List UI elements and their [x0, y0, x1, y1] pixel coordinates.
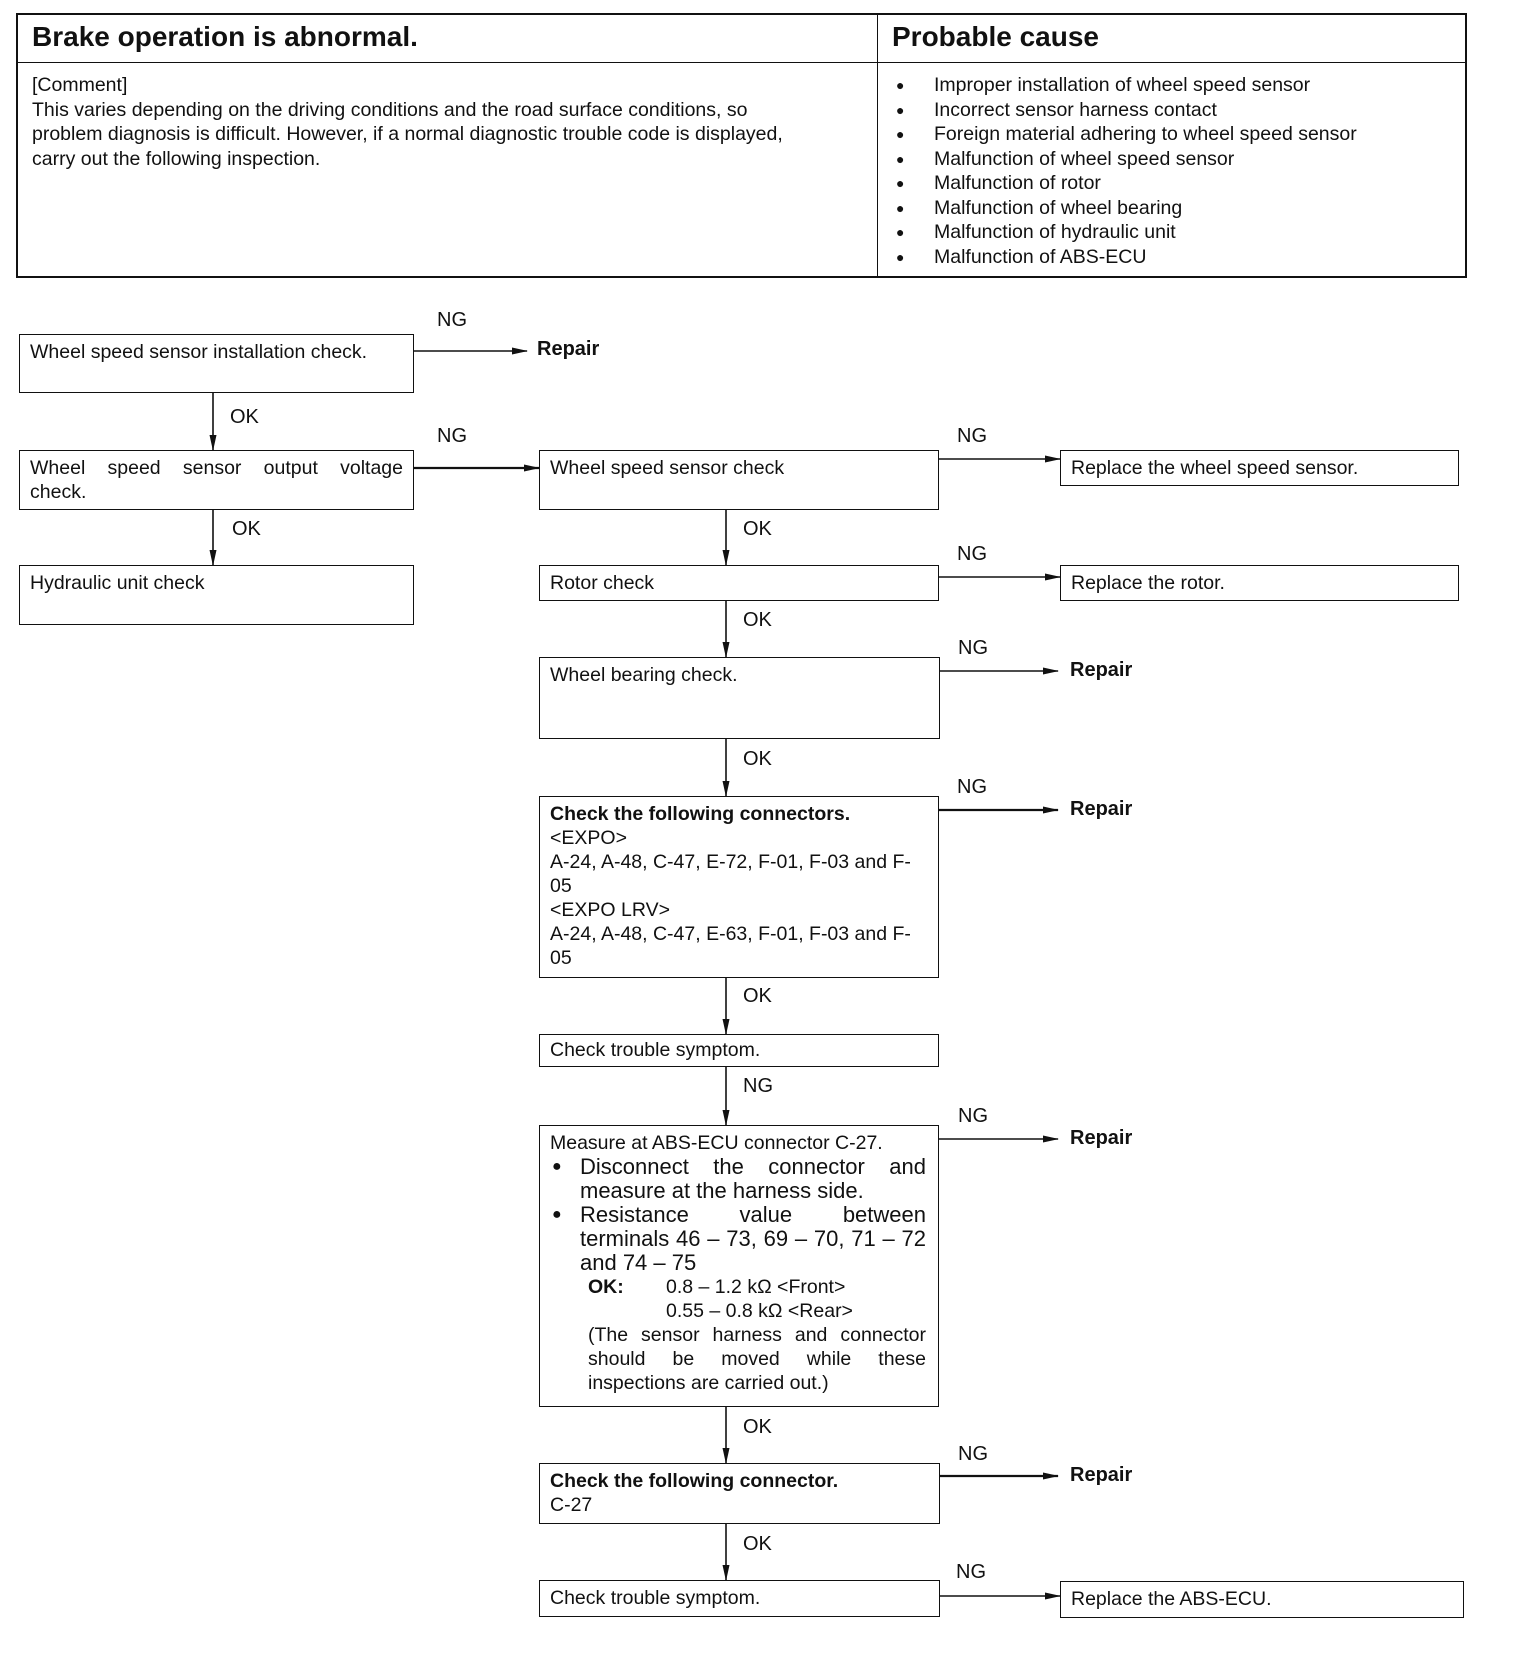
ok-label: OK [743, 1533, 772, 1555]
step-connector-c27 [539, 1463, 940, 1524]
probable-cause-heading: Probable cause [892, 21, 1099, 52]
cause-item: ● Malfunction of wheel bearing [888, 196, 1357, 221]
step-text: check. [30, 481, 87, 503]
ok-spec-rear [550, 1299, 926, 1323]
cause-item: ● Malfunction of wheel speed sensor [888, 147, 1357, 172]
ok-label: OK [230, 406, 259, 428]
comment-label: [Comment] [32, 74, 128, 96]
step-trouble-symptom-2 [539, 1580, 940, 1617]
result-repair: Repair [537, 338, 600, 360]
result-text: Replace the ABS-ECU. [1071, 1588, 1272, 1610]
connector-list: A-24, A-48, C-47, E-63, F-01, F-03 and F-05 [550, 923, 911, 969]
cause-item: ● Foreign material adhering to wheel speed sensor [888, 122, 1357, 147]
ng-label: NG [437, 309, 467, 331]
ok-spec-front [550, 1275, 926, 1299]
step-output-voltage-check [19, 450, 414, 510]
connector-list: A-24, A-48, C-47, E-72, F-01, F-03 and F-05 [550, 851, 911, 897]
ng-label: NG [958, 637, 988, 659]
ok-label: OK [743, 748, 772, 770]
result-replace-wss [1060, 450, 1459, 486]
step-text: Check trouble symptom. [550, 1587, 761, 1609]
step-title: Check the following connector. [550, 1470, 839, 1492]
step-connectors-check [539, 796, 939, 978]
ok-label: OK [743, 985, 772, 1007]
ok-label: OK [743, 609, 772, 631]
ng-label: NG [958, 1105, 988, 1127]
ok-spec-value: 0.55 – 0.8 kΩ <Rear> [666, 1300, 853, 1322]
ok-spec-value: 0.8 – 1.2 kΩ <Front> [666, 1276, 846, 1298]
measure-note: (The sensor harness and connector should be moved while these inspections are carried out.) [588, 1324, 926, 1394]
model-label: <EXPO LRV> [550, 899, 670, 921]
ok-spec-label: OK: [588, 1276, 624, 1298]
result-replace-rotor [1060, 565, 1459, 601]
step-bearing-check [539, 657, 940, 739]
model-label: <EXPO> [550, 827, 627, 849]
ng-label: NG [743, 1075, 773, 1097]
ok-label: OK [232, 518, 261, 540]
step-text: Wheel bearing check. [550, 664, 738, 686]
ok-label: OK [743, 518, 772, 540]
step-text: Wheel speed sensor output voltage [30, 457, 403, 479]
ng-label: NG [957, 425, 987, 447]
connector-list: C-27 [550, 1494, 593, 1516]
result-text: Replace the rotor. [1071, 572, 1225, 594]
comment-line: problem diagnosis is difficult. However, if a normal diagnostic trouble code is displayed, [32, 123, 783, 145]
measure-bullet: ● Disconnect the connector and measure at the harness side. [550, 1155, 926, 1203]
step-title: Measure at ABS-ECU connector C-27. [550, 1132, 883, 1154]
cause-item: ● Improper installation of wheel speed sensor [888, 73, 1357, 98]
step-trouble-symptom-1 [539, 1034, 939, 1067]
ng-label: NG [957, 543, 987, 565]
step-text: Wheel speed sensor check [550, 457, 785, 479]
symptom-title: Brake operation is abnormal. [32, 21, 418, 52]
step-text: Hydraulic unit check [30, 572, 205, 594]
ng-label: NG [957, 776, 987, 798]
ng-label: NG [437, 425, 467, 447]
step-wss-check [539, 450, 939, 510]
step-install-check [19, 334, 414, 393]
result-repair: Repair [1070, 798, 1133, 820]
cause-item: ● Incorrect sensor harness contact [888, 98, 1357, 123]
step-hydraulic-check [19, 565, 414, 625]
measure-bullets [550, 1155, 926, 1275]
cause-item: ● Malfunction of rotor [888, 171, 1357, 196]
step-text: Rotor check [550, 572, 655, 594]
measure-bullet: ● Resistance value between terminals 46 – 73, 69 – 70, 71 – 72 and 74 – 75 [550, 1203, 926, 1275]
comment-line: carry out the following inspection. [32, 147, 321, 170]
cause-item: ● Malfunction of ABS-ECU [888, 245, 1357, 270]
ng-label: NG [956, 1561, 986, 1583]
step-measure-c27 [539, 1125, 939, 1407]
step-title: Check the following connectors. [550, 803, 851, 825]
result-repair: Repair [1070, 1127, 1133, 1149]
result-repair: Repair [1070, 1464, 1133, 1486]
step-text: Check trouble symptom. [550, 1039, 761, 1061]
result-replace-ecu [1060, 1581, 1464, 1618]
ok-label: OK [743, 1416, 772, 1438]
ng-label: NG [958, 1443, 988, 1465]
step-text: Wheel speed sensor installation check. [30, 341, 368, 363]
result-repair: Repair [1070, 659, 1133, 681]
step-rotor-check [539, 565, 939, 601]
comment-line: This varies depending on the driving conditions and the road surface conditions, so [32, 98, 748, 121]
cause-item: ● Malfunction of hydraulic unit [888, 220, 1357, 245]
result-text: Replace the wheel speed sensor. [1071, 457, 1359, 479]
